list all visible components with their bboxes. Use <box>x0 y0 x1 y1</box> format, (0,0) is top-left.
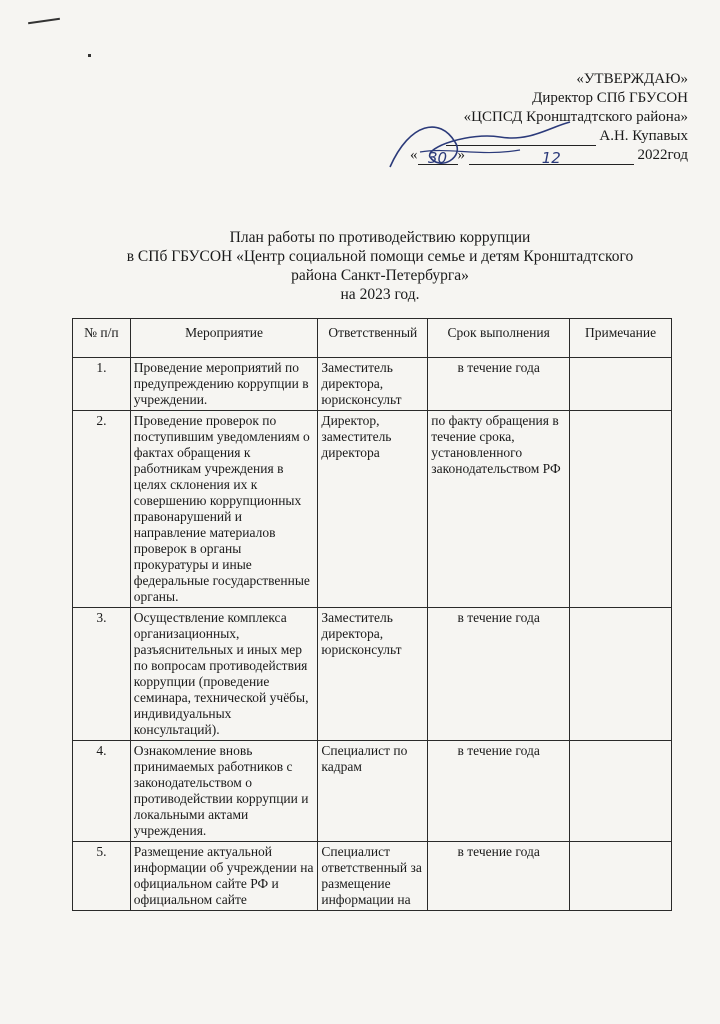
row-note <box>570 842 672 911</box>
header-term: Срок выполнения <box>428 319 570 358</box>
row-activity: Проведение проверок по поступившим уведомлениям о фактах обращения к работникам учреждения в целях склонения их к совершению коррупционных правонарушений и направление материалов проверок в органы прокуратуры и иные федеральные государственные органы. <box>130 411 318 608</box>
row-note <box>570 608 672 741</box>
handwritten-signature <box>380 112 580 182</box>
row-responsible: Заместитель директора, юрисконсульт <box>318 358 428 411</box>
date-year: 2022год <box>637 147 688 163</box>
row-term: в течение года <box>428 358 570 411</box>
row-note <box>570 741 672 842</box>
row-responsible: Директор, заместитель директора <box>318 411 428 608</box>
row-term: в течение года <box>428 842 570 911</box>
title-line-1: План работы по противодействию коррупции <box>229 229 531 246</box>
approval-signer: А.Н. Купавых <box>599 128 688 144</box>
row-num: 4. <box>73 741 131 842</box>
row-activity: Ознакомление вновь принимаемых работников с законодательством о противодействии коррупции и локальными актами учреждения. <box>130 741 318 842</box>
table-row <box>73 358 672 411</box>
title-line-4: на 2023 год. <box>340 286 420 303</box>
approval-heading: «УТВЕРЖДАЮ» <box>576 71 688 87</box>
scan-dot <box>88 54 91 57</box>
header-responsible: Ответственный <box>318 319 428 358</box>
approval-position: Директор СПб ГБУСОН <box>532 90 688 106</box>
row-num: 2. <box>73 411 131 608</box>
approval-org: «ЦСПСД Кронштадтского района» <box>463 109 688 125</box>
header-num: № п/п <box>73 319 131 358</box>
header-note: Примечание <box>570 319 672 358</box>
row-activity: Проведение мероприятий по предупреждению коррупции в учреждении. <box>130 358 318 411</box>
row-num: 5. <box>73 842 131 911</box>
title-line-2: в СПб ГБУСОН «Центр социальной помощи семье и детям Кронштадтского <box>126 248 634 265</box>
plan-table <box>72 318 672 911</box>
table-row <box>73 741 672 842</box>
table-header-row <box>73 319 672 358</box>
row-num: 3. <box>73 608 131 741</box>
table-row <box>73 842 672 911</box>
table-row <box>73 411 672 608</box>
date-month: 12 <box>469 149 634 165</box>
header-activity: Мероприятие <box>130 319 318 358</box>
row-responsible: Специалист ответственный за размещение информации на <box>318 842 428 911</box>
row-note <box>570 411 672 608</box>
row-activity: Осуществление комплекса организационных, разъяснительных и иных мер по вопросам противодействия коррупции (проведение семинара, технической учёбы, индивидуальных консультаций). <box>130 608 318 741</box>
document-title <box>90 228 670 304</box>
row-activity: Размещение актуальной информации об учреждении на официальном сайте РФ и официальном сайте <box>130 842 318 911</box>
approval-date: « 30 » 12 2022год <box>410 147 688 167</box>
row-responsible: Специалист по кадрам <box>318 741 428 842</box>
table-row <box>73 608 672 741</box>
scan-mark <box>28 18 60 24</box>
row-term: в течение года <box>428 741 570 842</box>
row-num: 1. <box>73 358 131 411</box>
row-term: по факту обращения в течение срока, установленного законодательством РФ <box>428 411 570 608</box>
row-note <box>570 358 672 411</box>
title-line-3: района Санкт-Петербурга» <box>291 267 469 284</box>
row-term: в течение года <box>428 608 570 741</box>
row-responsible: Заместитель директора, юрисконсульт <box>318 608 428 741</box>
date-day: 30 <box>418 149 458 165</box>
